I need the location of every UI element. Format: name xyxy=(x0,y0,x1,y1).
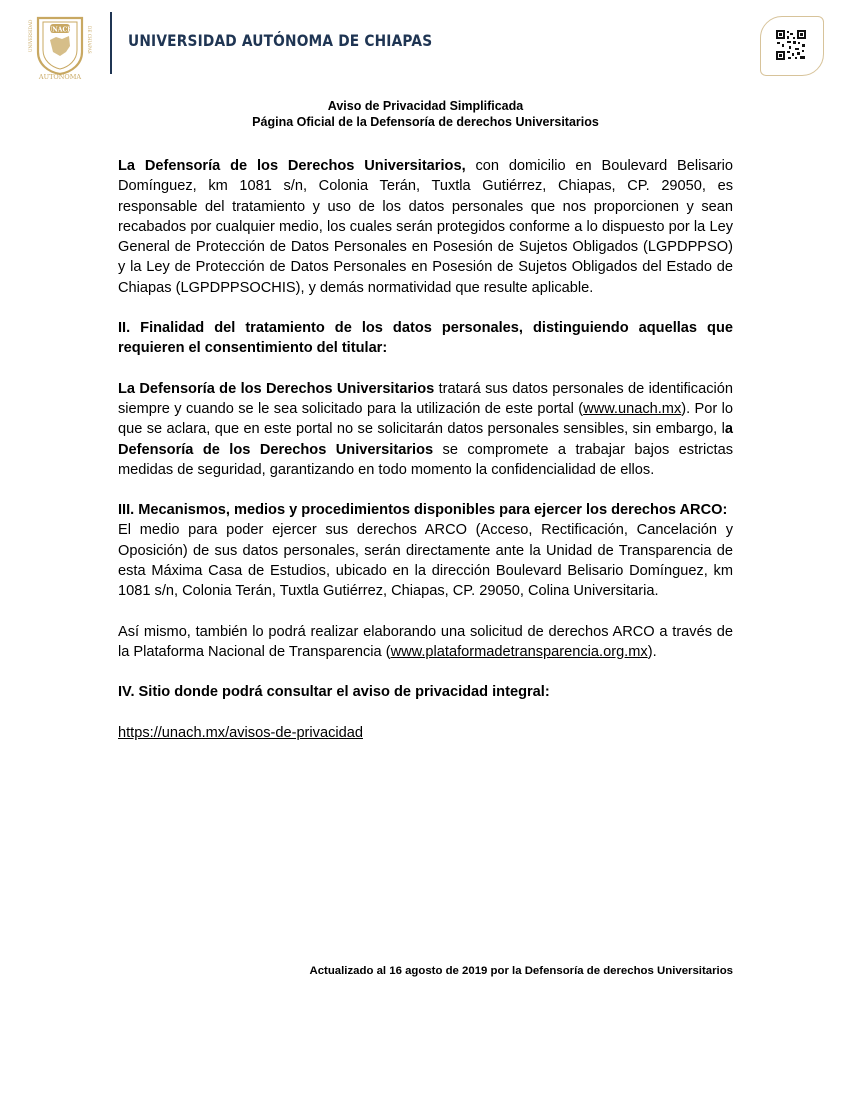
section2-heading: II. Finalidad del tratamiento de los datos personales, distinguiendo aquellas que requieren el consentimiento del titular: xyxy=(118,320,733,357)
svg-text:UNACH: UNACH xyxy=(47,26,73,34)
document-body xyxy=(118,98,733,743)
section4-link-paragraph xyxy=(118,723,733,743)
svg-text:AUTÓNOMA: AUTÓNOMA xyxy=(38,73,82,80)
section2-bold2: a Defensoría de los Derechos Universitarios xyxy=(118,421,733,458)
header-divider xyxy=(110,12,112,74)
section3-paragraph2 xyxy=(118,622,733,663)
section3-paragraph1: El medio para poder ejercer sus derechos ARCO (Acceso, Rectificación, Cancelación y Oposición) de sus datos personales, serán directamente ante la Unidad de Transparencia de esta Máxima Casa de Estudios, ubicado en la dirección Boulevard Belisario Domínguez, km 1081 s/n, Colonia Terán, Tuxtla Gutiérrez, Chiapas, CP. 29050, Colina Universitaria. xyxy=(118,522,733,600)
qr-code-icon[interactable] xyxy=(775,29,807,61)
intro-body: con domicilio en Boulevard Belisario Domínguez, km 1081 s/n, Colonia Terán, Tuxtla Gutiérrez, Chiapas, CP. 29050, es responsable del tratamiento y uso de los datos personales que nos proporcionen y sean recabados por cualquier medio, los cuales serán protegidos conforme a lo dispuesto por la Ley General de Protección de Datos Personales en Posesión de Sujetos Obligados (LGPDPPSO) y la Ley de Protección de Datos Personales en Posesión de Sujetos Obligados del Estado de Chiapas (LGPDPPSOCHIS), y demás normatividad que resulte aplicable. xyxy=(118,158,733,296)
section2-text1: tratará sus datos personales de identificación siempre y cuando se le sea solicitado para la utilización de este portal ( xyxy=(118,380,733,417)
svg-text:DE CHIAPAS: DE CHIAPAS xyxy=(87,26,92,54)
section3-p2-end: ). xyxy=(647,643,657,660)
intro-paragraph xyxy=(118,156,733,298)
university-name: UNIVERSIDAD AUTÓNOMA DE CHIAPAS xyxy=(128,31,433,50)
document-title: Aviso de Privacidad Simplificada xyxy=(327,99,524,113)
section2-paragraph xyxy=(118,379,733,480)
section2-text2: ). Por lo que se aclara, que en este portal no se solicitarán datos personales sensibles, sin embargo, l xyxy=(118,400,734,438)
unach-link[interactable]: www.unach.mx xyxy=(583,400,682,417)
intro-lead: La Defensoría de los Derechos Universitarios, xyxy=(118,158,466,174)
svg-text:UNIVERSIDAD: UNIVERSIDAD xyxy=(28,19,33,52)
plataforma-link[interactable]: www.plataformadetransparencia.org.mx xyxy=(390,643,648,660)
section2-text3: se compromete a trabajar bajos estrictas medidas de seguridad, garantizando en todo momento la confidencialidad de ellos. xyxy=(118,441,734,478)
qr-frame xyxy=(760,16,824,76)
document-title-block xyxy=(118,98,733,130)
update-footer: Actualizado al 16 agosto de 2019 por la Defensoría de derechos Universitarios xyxy=(309,965,733,977)
section3-p2-text: Así mismo, también lo podrá realizar elaborando una solicitud de derechos ARCO a través de la Plataforma Nacional de Transparencia ( xyxy=(118,623,733,660)
section2-lead: La Defensoría de los Derechos Universitarios xyxy=(118,380,435,397)
section4-heading: IV. Sitio donde podrá consultar el aviso de privacidad integral: xyxy=(118,684,550,701)
document-subtitle: Página Oficial de la Defensoría de derechos Universitarios xyxy=(252,115,599,129)
section3-heading: III. Mecanismos, medios y procedimientos disponibles para ejercer los derechos ARCO: xyxy=(118,502,728,519)
privacy-notice-link[interactable]: https://unach.mx/avisos-de-privacidad xyxy=(118,724,363,741)
university-seal-logo xyxy=(26,12,94,80)
page-header xyxy=(0,0,850,80)
